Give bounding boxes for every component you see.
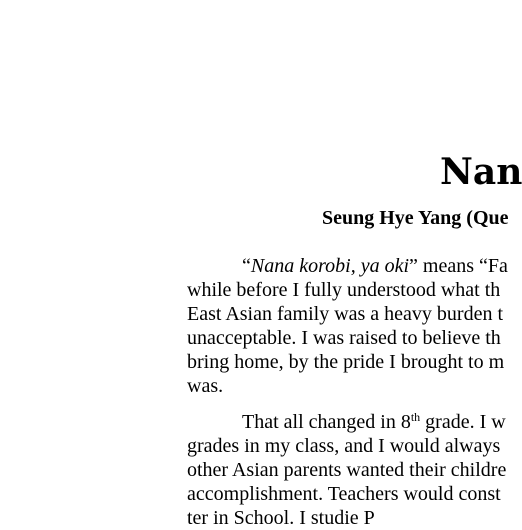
document-title: Nan bbox=[440, 151, 522, 193]
paragraph-line bbox=[187, 254, 508, 278]
paragraph-line: bring home, by the pride I brought to m bbox=[187, 351, 505, 373]
line-text: That all changed in 8 bbox=[242, 411, 411, 433]
paragraph-line: other Asian parents wanted their childre bbox=[187, 459, 507, 481]
open-quote: “ bbox=[242, 255, 251, 277]
line-text: ” means “Fa bbox=[409, 255, 508, 277]
paragraph-1 bbox=[187, 254, 508, 398]
paragraph-2 bbox=[187, 410, 506, 530]
ordinal-suffix: th bbox=[410, 410, 421, 424]
italic-phrase: Nana korobi, ya oki bbox=[250, 255, 410, 277]
line-text: grade. I w bbox=[420, 411, 506, 433]
paragraph-line: ter in School. I studie P bbox=[187, 507, 375, 529]
author-line: Seung Hye Yang (Que bbox=[322, 207, 509, 229]
paragraph-line: East Asian family was a heavy burden t bbox=[187, 303, 504, 325]
paragraph-line bbox=[187, 410, 506, 434]
paragraph-line: was. bbox=[187, 375, 224, 397]
paragraph-line: accomplishment. Teachers would const bbox=[187, 483, 501, 505]
paragraph-line: unacceptable. I was raised to believe th bbox=[187, 327, 501, 349]
paragraph-line: grades in my class, and I would always bbox=[187, 435, 501, 457]
paragraph-line: while before I fully understood what th bbox=[187, 279, 501, 301]
